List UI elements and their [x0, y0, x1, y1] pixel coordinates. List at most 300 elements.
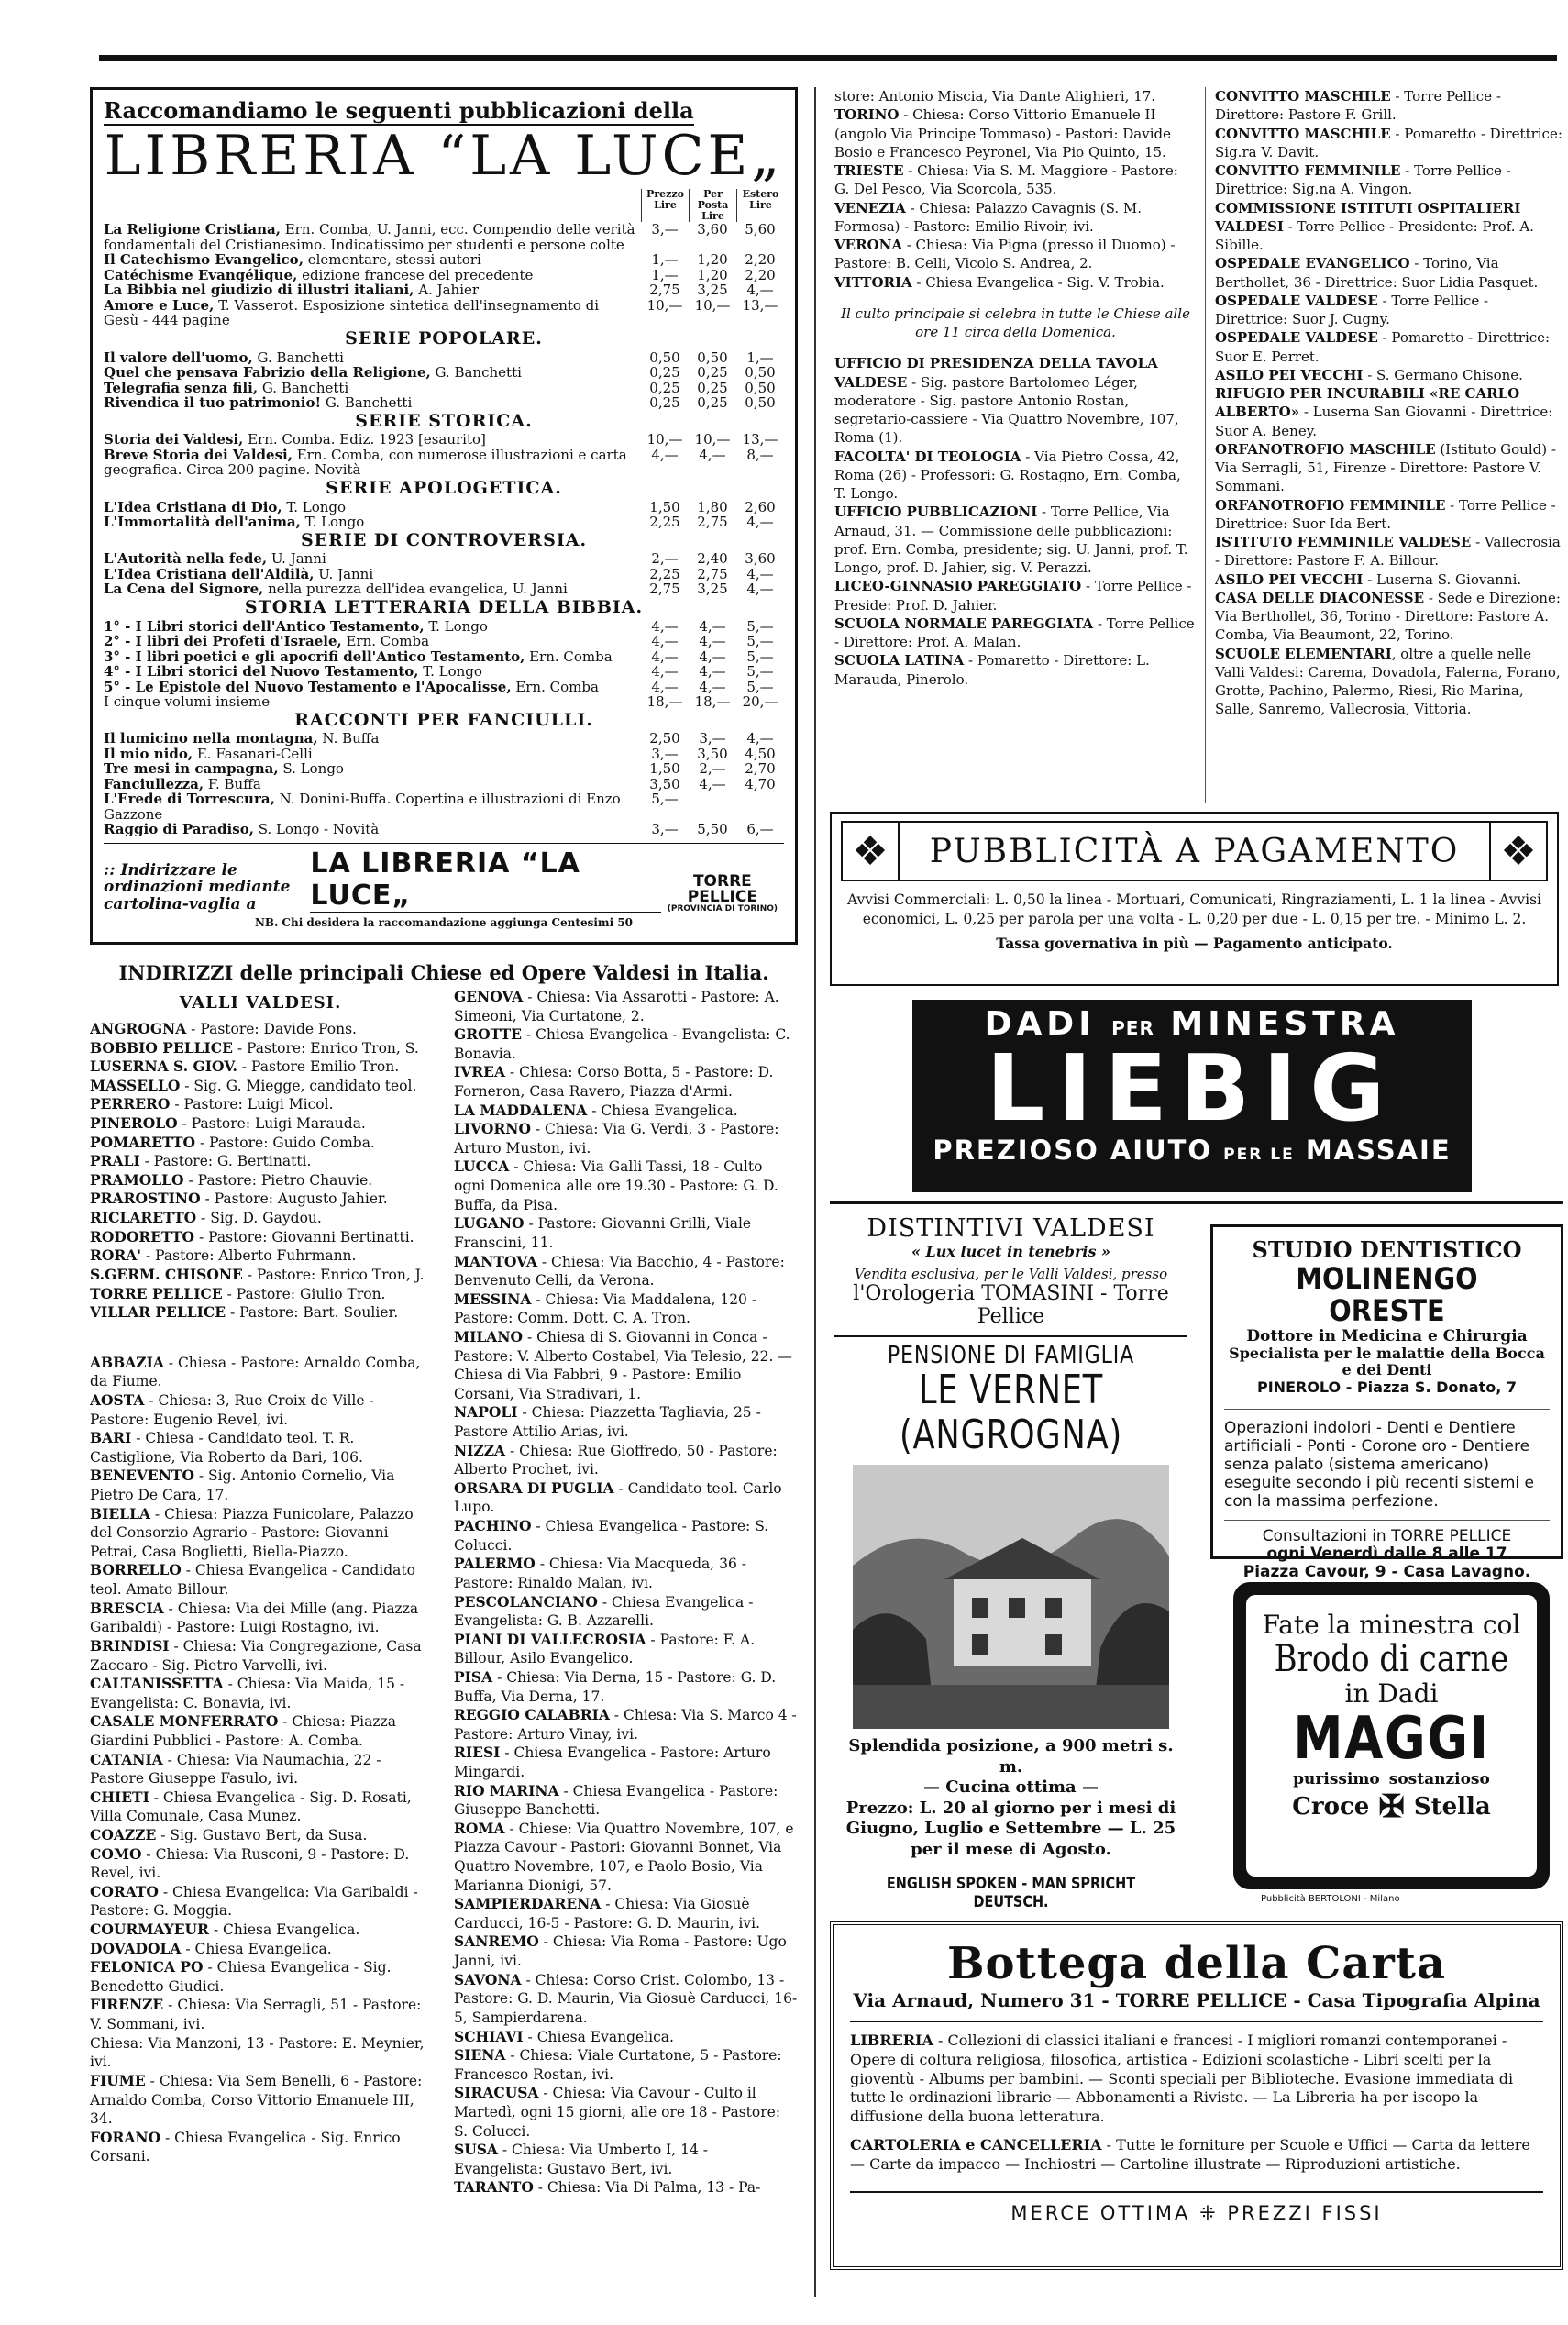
valli-entry-name: PRALI: [90, 1152, 140, 1170]
chiesa-entry: [454, 1706, 798, 1744]
istituto-entry-detail: - Luserna S. Giovanni.: [1363, 570, 1522, 588]
book-title-bold: L'Erede di Torrescura,: [104, 791, 275, 808]
book-title-bold: Il Catechismo Evangelico,: [104, 251, 304, 269]
valli-entry-detail: - Pastore: Alberto Fuhrmann.: [141, 1247, 357, 1265]
istituto-entry: [1215, 292, 1563, 329]
book-title: [104, 268, 641, 283]
book-price: 1,—: [746, 349, 774, 366]
istituto-entry-name: CONVITTO MASCHILE: [1215, 125, 1391, 142]
maggi-line3: in Dadi: [1344, 1677, 1439, 1709]
book-row: [104, 567, 784, 582]
chiesa-entry: [834, 236, 1197, 273]
book-price: 4,—: [651, 663, 679, 681]
valli-entry: [90, 1266, 431, 1285]
valli-entry: [90, 1077, 431, 1096]
chiesa-entry-detail: - Chiesa: Via Rusconi, 9 - Pastore: D. Revel, ivi.: [90, 1845, 410, 1882]
istituto-entry-detail: - Luserna San Giovanni - Direttrice: Suor A. Beney.: [1215, 404, 1553, 439]
chiesa-entry: [454, 1102, 798, 1121]
chiesa-entry: [454, 1932, 798, 1970]
chiesa-entry-detail: Chiesa: Via Manzoni, 13 - Pastore: E. Meynier, ivi.: [90, 2034, 425, 2071]
chiesa-entry-detail: - Chiesa: Corso Vittorio Emanuele II (angolo Via Principe Tommaso) - Pastori: Davide Bosio e Francesco Peyronel, Via Pio Quinto, 15.: [834, 106, 1172, 161]
chiesa-entry-detail: - Chiesa Evangelica - Evangelista: C. Bonavia.: [454, 1026, 790, 1062]
opera-entry: [834, 503, 1197, 577]
maggi-line2: Brodo di carne: [1274, 1637, 1509, 1680]
pubblicita-tax: Tassa governativa in più — Pagamento anticipato.: [996, 934, 1393, 952]
libreria-recommend: Raccomandiamo le seguenti pubblicazioni della: [104, 97, 694, 124]
istituto-entry-name: COMMISSIONE ISTITUTI OSPITALIERI VALDESI: [1215, 199, 1521, 235]
order-nb: NB. Chi desidera la raccomandazione aggiunga Centesimi 50: [254, 915, 634, 929]
chiesa-entry-name: FORANO: [90, 2128, 161, 2146]
chiesa-entry-name: BARI: [90, 1429, 132, 1447]
book-price: 1,—: [651, 251, 679, 269]
chiesa-entry: [454, 2046, 798, 2084]
book-price: 5,60: [745, 221, 776, 238]
opera-entry-name: FACOLTA' DI TEOLOGIA: [834, 448, 1021, 465]
pubblicita-header: [841, 821, 1548, 881]
chiesa-entry-detail: - Chiesa Evangelica.: [208, 1921, 360, 1939]
book-price: 13,—: [742, 431, 778, 448]
chiesa-entry-detail: - Chiesa Evangelica - Pastore: Arturo Mingardi.: [454, 1744, 771, 1780]
book-title-bold: 5° - Le Epistole del Nuovo Testamento e l'Apocalisse,: [104, 678, 512, 695]
book-title: [104, 432, 641, 448]
chiesa-entry-detail: - Sig. Gustavo Bert, da Susa.: [156, 1826, 368, 1843]
chiesa-entry: [454, 2028, 798, 2047]
chiesa-entry: [454, 1744, 798, 1781]
valli-entry: [90, 1114, 431, 1134]
chiesa-entry-name: BENEVENTO: [90, 1467, 194, 1485]
indirizzi-right: [454, 988, 798, 2198]
chiesa-entry: [90, 1826, 431, 1845]
chiesa-entry: [90, 1505, 431, 1562]
chiesa-entry-detail: - Chiesa Evangelica.: [587, 1102, 738, 1119]
chiesa-entry-detail: - Chiesa: Via Assarotti - Pastore: A. Simeoni, Via Curtatone, 2.: [454, 989, 779, 1024]
chiesa-entry-name: CORATO: [90, 1882, 159, 1900]
ornament-icon: ❖: [1500, 827, 1537, 875]
book-price: 8,—: [746, 446, 774, 463]
book-author: T. Longo: [418, 663, 482, 681]
book-title: [104, 448, 641, 478]
valli-entry: [90, 1020, 431, 1039]
book-price: 5,—: [746, 648, 774, 665]
chiesa-entry-name: TORINO: [834, 106, 900, 124]
chiesa-entry: [90, 1845, 431, 1883]
valli-entry-name: RICLARETTO: [90, 1209, 197, 1227]
pensione-photo: [853, 1465, 1169, 1729]
chiesa-entry-detail: store: Antonio Miscia, Via Dante Alighieri, 17.: [834, 88, 1156, 105]
indirizzi-left: [90, 988, 431, 2198]
book-row: [104, 649, 784, 665]
book-author: Ern. Comba, U. Janni, ecc. Compendio delle verità fondamentali del Cristianesimo. Indicatissimo per studenti e persone colte: [104, 221, 635, 253]
chiesa-entry-name: IVREA: [454, 1063, 505, 1081]
istituto-entry-name: SCUOLE ELEMENTARI: [1215, 645, 1392, 662]
chiese-list-right: [454, 988, 798, 2198]
chiesa-entry-name: LUGANO: [454, 1214, 525, 1233]
book-price: 0,50: [745, 364, 776, 382]
chiesa-entry-detail: - Chiesa Evangelica - Sig. Enrico Corsani.: [90, 2129, 401, 2165]
istituto-entry-name: OSPEDALE EVANGELICO: [1215, 255, 1410, 272]
book-title: [104, 649, 641, 665]
pensione-name: LE VERNET (ANGROGNA): [899, 1367, 1122, 1458]
chiesa-entry: [90, 1940, 431, 1959]
book-title-bold: Raggio di Paradiso,: [104, 821, 254, 838]
book-price: 2,25: [649, 514, 680, 531]
book-price: 18,—: [694, 693, 731, 711]
chiesa-entry-detail: - Chiesa: Via Congregazione, Casa Zaccaro - Sig. Pietro Varvelli, ivi.: [90, 1637, 422, 1674]
book-price: 2,40: [697, 550, 728, 568]
book-title-bold: Rivendica il tuo patrimonio!: [104, 394, 322, 412]
chiesa-entry-name: VERONA: [834, 237, 902, 253]
book-price: 4,—: [699, 446, 726, 463]
order-province: (PROVINCIA DI TORINO): [667, 903, 778, 913]
book-price: 0,25: [697, 364, 728, 382]
book-price: 0,50: [745, 379, 776, 396]
book-author: G. Banchetti: [252, 349, 344, 366]
pubblicita-text: Avvisi Commerciali: L. 0,50 la linea - Mortuari, Comunicati, Ringraziamenti, L. 1 la linea - Avvisi economici, L. 0,25 per parola per una volta - L. 0,20 per due - L. 0,15 per tre. - Minimo L. 2.: [846, 891, 1541, 927]
chiesa-entry: [454, 1479, 798, 1517]
book-price: 2,75: [649, 282, 680, 299]
book-title: [104, 680, 641, 695]
chiesa-entry-name: CASALE MONFERRATO: [90, 1712, 279, 1731]
book-title-bold: Fanciullezza,: [104, 775, 204, 792]
book-title: [104, 515, 641, 530]
valli-entry: [90, 1246, 431, 1266]
book-title-bold: 2° - I libri dei Profeti d'Israele,: [104, 633, 342, 650]
chiesa-entry-detail: - Chiesa: Palazzo Cavagnis (S. M. Formosa) - Pastore: Emilio Rivoir, ivi.: [834, 199, 1143, 235]
chiesa-entry: [90, 1467, 431, 1504]
book-price: 3,50: [697, 745, 728, 762]
top-rule: [99, 55, 1557, 61]
liebig-bottom: PREZIOSO AIUTO PER LE MASSAIE: [933, 1135, 1452, 1166]
book-author: Ern. Comba: [341, 633, 430, 650]
book-price: 0,25: [649, 364, 680, 382]
dentistico-ad: [1210, 1224, 1563, 1581]
book-price: 4,—: [651, 617, 679, 635]
chiesa-entry-detail: - Chiesa: Via Bacchio, 4 - Pastore: Benvenuto Celli, da Verona.: [454, 1253, 785, 1290]
book-price: 5,50: [697, 821, 728, 838]
book-author: T. Longo: [424, 617, 488, 635]
valli-entry-name: PERRERO: [90, 1095, 171, 1113]
dent-name: MOLINENGO ORESTE: [1296, 1261, 1478, 1329]
book-author: T. Longo: [300, 514, 365, 531]
book-title-bold: Amore e Luce,: [104, 296, 215, 314]
valli-entry-detail: - Pastore: G. Bertinatti.: [139, 1153, 312, 1170]
dent-degree: Dottore in Medicina e Chirurgia: [1246, 1327, 1528, 1346]
maggi-credit: Pubblicità BERTOLONI - Milano: [1261, 1894, 1400, 1904]
chiesa-entry-detail: - Chiesa: Via Pigna (presso il Duomo) - Pastore: B. Celli, Vicolo S. Andrea, 2.: [834, 237, 1176, 272]
book-price: 4,—: [746, 730, 774, 747]
chiesa-entry: [454, 1253, 798, 1290]
valli-list: [90, 1020, 431, 1323]
valli-entry: [90, 1209, 431, 1228]
chiesa-entry: [454, 1593, 798, 1631]
chiesa-entry: [454, 2084, 798, 2141]
chiesa-entry: [90, 1561, 431, 1599]
order-note: :: Indirizzare le ordinazioni mediante cartolina-vaglia a: [104, 860, 291, 914]
order-town-name: TORRE PELLICE: [687, 871, 757, 906]
book-price: 5,—: [746, 678, 774, 695]
chiesa-entry-detail: - Chiesa Evangelica - Sig. V. Trobia.: [911, 273, 1165, 291]
book-author: G. Banchetti: [321, 394, 413, 412]
price-header: Per Posta Lire: [689, 189, 736, 222]
valli-entry-name: VILLAR PELLICE: [90, 1303, 226, 1322]
opera-entry-detail: - Pomaretto - Direttore: L. Marauda, Pinerolo.: [834, 652, 1150, 688]
chiesa-entry: [90, 1883, 431, 1921]
book-price: 10,—: [646, 431, 683, 448]
book-title-bold: Quel che pensava Fabrizio della Religione,: [104, 364, 431, 382]
chiesa-entry-detail: - Pastore: F. A. Billour, Asilo Evangelico.: [454, 1631, 756, 1667]
chiesa-entry-name: BRINDISI: [90, 1636, 170, 1655]
opera-entry-detail: - Torre Pellice - Preside: Prof. D. Jahier.: [834, 578, 1192, 614]
book-author: A. Jahier: [414, 282, 480, 299]
book-price: 3,50: [649, 775, 680, 792]
book-title: [104, 222, 641, 252]
book-list: [104, 222, 784, 837]
chiesa-entry-detail: - Chiesa: Via G. Verdi, 3 - Pastore: Arturo Muston, ivi.: [454, 1121, 779, 1157]
book-row: [104, 581, 784, 597]
book-price: 2,20: [745, 266, 776, 283]
istituto-entry: [1215, 589, 1563, 645]
bottega-ad: [830, 1921, 1563, 2270]
istituto-entry-name: ORFANOTROFIO FEMMINILE: [1215, 496, 1446, 514]
dent-specialty: Specialista per le malattie della Bocca e dei Denti: [1229, 1345, 1545, 1378]
opera-entry-name: LICEO-GINNASIO PAREGGIATO: [834, 578, 1082, 595]
chiesa-entry: [90, 1751, 431, 1788]
chiesa-entry-name: TRIESTE: [834, 162, 904, 179]
order-name: LA LIBRERIA “LA LUCE„: [310, 847, 660, 913]
chiesa-entry: [834, 161, 1197, 199]
book-price: 4,—: [651, 648, 679, 665]
book-author: G. Banchetti: [430, 364, 522, 382]
valli-entry-name: TORRE PELLICE: [90, 1284, 223, 1302]
chiesa-entry: [454, 1328, 798, 1403]
book-price: 1,50: [649, 498, 680, 515]
istituto-entry-detail: - Torre Pellice - Presidente: Prof. A. Sibille.: [1215, 217, 1534, 253]
valli-entry-name: PINEROLO: [90, 1114, 178, 1133]
book-price: 20,—: [742, 693, 778, 711]
valli-entry-detail: - Sig. G. Miegge, candidato teol.: [180, 1077, 417, 1094]
book-title-bold: Storia dei Valdesi,: [104, 431, 244, 448]
istituto-entry: [1215, 440, 1563, 496]
valli-entry-name: BOBBIO PELLICE: [90, 1038, 233, 1057]
book-row: [104, 680, 784, 695]
bottega-libreria: LIBRERIA - Collezioni di classici italiani e francesi - I migliori romanzi contemporanei - Opere di coltura religiosa, filosofica, artistica - Edizioni scolastiche - Libri scelti per la gioventù - Albums per bambini. — Sconti speciali per Biblioteche. Evasione immediata di tutte le ordinazioni librarie — Abbonamenti a Riviste. — La Libreria ha per iscopo la diffusione della buona letteratura.: [850, 2032, 1514, 2126]
chiesa-entry-detail: - Chiesa: Via Giosuè Carducci, 16-5 - Pastore: G. D. Maurin, ivi.: [454, 1896, 761, 1932]
book-author: Ern. Comba: [525, 648, 613, 665]
pensione-title: PENSIONE DI FAMIGLIA: [887, 1341, 1135, 1369]
book-title: [104, 567, 641, 582]
book-price: 4,70: [745, 775, 776, 792]
book-price: 3,—: [651, 745, 679, 762]
istituto-entry: [1215, 161, 1563, 199]
valli-entry-name: MASSELLO: [90, 1076, 181, 1094]
istituto-entry: [1215, 645, 1563, 719]
book-price: 2,—: [699, 760, 726, 778]
book-price: 4,—: [746, 282, 774, 299]
chiesa-entry-detail: - Chiesa Evangelica.: [181, 1940, 332, 1957]
chiesa-entry-name: NAPOLI: [454, 1403, 518, 1422]
chiesa-entry-name: COAZZE: [90, 1825, 157, 1843]
istituto-entry-detail: - Sede e Direzione: Via Berthollet, 36, Torino - Direttore: Pastore A. Comba, Via Beaumont, 22, Torino.: [1215, 589, 1561, 644]
pubblicita-title: PUBBLICITÀ A PAGAMENTO: [898, 823, 1491, 880]
istituto-entry: [1215, 384, 1563, 440]
istituto-entry-name: RIFUGIO PER INCURABILI «RE CARLO ALBERTO»: [1215, 385, 1520, 421]
book-price: 18,—: [646, 693, 683, 711]
book-title: [104, 792, 641, 822]
book-price: 4,—: [699, 678, 726, 695]
pensione-cucina: — Cucina ottima —: [923, 1777, 1099, 1798]
book-title: [104, 381, 641, 396]
book-title: [104, 365, 641, 381]
chiesa-entry-detail: - Chiesa Evangelica - Pastore: Giuseppe Banchetti.: [454, 1782, 778, 1819]
chiesa-entry: [454, 1290, 798, 1328]
chiesa-entry: [454, 1631, 798, 1668]
opera-entry-detail: - Via Pietro Cossa, 42, Roma (26) - Professori: G. Rostagno, Ern. Comba, T. Longo.: [834, 448, 1181, 502]
book-price: 2,75: [697, 565, 728, 582]
valli-entry: [90, 1039, 431, 1058]
opera-entry-detail: - Torre Pellice - Direttore: Prof. A. Malan.: [834, 614, 1195, 650]
book-price: 3,—: [651, 821, 679, 838]
chiesa-entry-name: PISA: [454, 1667, 493, 1686]
book-price: 5,—: [746, 633, 774, 650]
chiesa-entry-detail: - Chiesa: Via dei Mille (ang. Piazza Garibaldi) - Pastore: Luigi Rostagno, ivi.: [90, 1600, 419, 1636]
chiesa-entry-name: PACHINO: [454, 1517, 532, 1535]
chiesa-entry-name: FIRENZE: [90, 1996, 164, 2014]
liebig-name: LIEBIG: [986, 1035, 1398, 1142]
chiesa-entry-name: ABBAZIA: [90, 1353, 164, 1371]
chiesa-entry: [90, 1996, 431, 2033]
maggi-name: MAGGI: [1293, 1704, 1490, 1773]
chiesa-entry-name: MESSINA: [454, 1290, 532, 1308]
chiesa-entry-detail: - Chiesa: Via S. Marco 4 - Pastore: Arturo Vinay, ivi.: [454, 1707, 797, 1743]
chiesa-entry-name: PIANI DI VALLECROSIA: [454, 1630, 646, 1648]
chiesa-entry-name: SIRACUSA: [454, 2084, 539, 2102]
book-price: 13,—: [742, 296, 778, 314]
valli-entry-detail: - Pastore Emilio Tron.: [237, 1058, 400, 1076]
book-author: U. Janni: [314, 565, 374, 582]
chiesa-entry-name: REGGIO CALABRIA: [454, 1706, 610, 1724]
chiesa-entry: [90, 2034, 431, 2072]
indirizzi-title: INDIRIZZI delle principali Chiese ed Opere Valdesi in Italia.: [118, 961, 769, 984]
valli-entry: [90, 1134, 431, 1153]
chiesa-entry: [454, 1555, 798, 1592]
pensione-position: Splendida posizione, a 900 metri s. m.: [848, 1736, 1174, 1777]
book-title-bold: 3° - I libri poetici e gli apocrifi dell'Antico Testamento,: [104, 648, 525, 665]
book-price: 1,—: [651, 266, 679, 283]
chiesa-entry-detail: - Chiesa Evangelica - Sig. Benedetto Giudici.: [90, 1959, 392, 1995]
book-author: E. Fasanari-Celli: [193, 745, 313, 762]
istituto-entry-name: ORFANOTROFIO MASCHILE: [1215, 440, 1436, 458]
book-price: 4,—: [746, 565, 774, 582]
book-price: 2,—: [651, 550, 679, 568]
book-price: 0,50: [697, 349, 728, 366]
book-author: Ern. Comba, con numerose illustrazioni e carta geografica. Circa 200 pagine. Novità: [104, 446, 627, 479]
ornament-icon: ❖: [852, 827, 889, 875]
book-price: 3,—: [651, 221, 679, 238]
chiesa-entry: [454, 1214, 798, 1252]
book-price: 2,75: [697, 514, 728, 531]
chiesa-entry: [454, 1782, 798, 1820]
chiesa-entry-detail: - Chiesa: Via S. M. Maggiore - Pastore: G. Del Pesco, Via Scorcola, 535.: [834, 162, 1178, 198]
pubblicita-box: [830, 812, 1559, 986]
book-row: [104, 268, 784, 283]
book-price: 4,—: [651, 446, 679, 463]
series-heading: SERIE STORICA.: [355, 410, 533, 431]
book-row: [104, 350, 784, 366]
istituto-entry: [1215, 87, 1563, 125]
book-title-bold: L'Immortalità dell'anima,: [104, 514, 301, 531]
book-price: 5,—: [651, 791, 679, 808]
istituti-list: [1215, 87, 1563, 719]
liebig-ad: [912, 1000, 1472, 1192]
istituto-entry-name: ISTITUTO FEMMINILE VALDESE: [1215, 534, 1472, 550]
chiesa-entry-detail: - Chiesa - Candidato teol. T. R. Castiglione, Via Roberto da Bari, 106.: [90, 1430, 363, 1466]
chiesa-entry: [454, 1157, 798, 1214]
book-row: [104, 298, 784, 328]
chiesa-entry-detail: - Chiesa: Via Naumachia, 22 - Pastore Giuseppe Fasulo, ivi.: [90, 1751, 381, 1788]
istituto-entry: [1215, 366, 1563, 384]
istituto-entry-detail: - Torre Pellice - Direttrice: Suor Ida Bert.: [1215, 496, 1556, 532]
chiesa-entry-name: RIO MARINA: [454, 1781, 559, 1799]
book-title: [104, 395, 641, 411]
opera-entry: [834, 614, 1197, 652]
chiesa-entry-detail: - Chiesa: Viale Curtatone, 5 - Pastore: Francesco Rostan, ivi.: [454, 2047, 782, 2083]
chiesa-entry-detail: - Chiese: Via Quattro Novembre, 107, e Piazza Cavour - Pastori: Giovanni Bonnet, Via Quattro Novembre, 107, e Paolo Bosio, Via Marianna Dionigi, 57.: [454, 1820, 794, 1894]
book-title: [104, 694, 641, 710]
order-town: [661, 871, 784, 913]
book-title-bold: La Cena del Signore,: [104, 581, 264, 598]
book-price: 6,—: [746, 821, 774, 838]
book-row: [104, 381, 784, 396]
chiesa-entry: [454, 2141, 798, 2178]
chiese-list-continued: [834, 87, 1197, 292]
maggi-sub: purissimo sostanzioso: [1293, 1769, 1490, 1788]
book-title-bold: 4° - I Libri storici del Nuovo Testamento,: [104, 663, 419, 681]
chiesa-entry: [90, 1958, 431, 1996]
distintivi-motto: « Lux lucet in tenebris »: [911, 1242, 1111, 1260]
chiesa-entry-name: CALTANISSETTA: [90, 1675, 224, 1693]
chiesa-entry-name: VITTORIA: [834, 273, 912, 291]
istituto-entry: [1215, 125, 1563, 162]
opera-entry-name: SCUOLA LATINA: [834, 652, 965, 670]
valli-entry: [90, 1285, 431, 1304]
book-row: [104, 694, 784, 710]
price-headers: [104, 189, 784, 222]
istituto-entry: [1215, 496, 1563, 534]
chiesa-entry-name: LIVORNO: [454, 1120, 531, 1138]
book-price: 5,—: [746, 617, 774, 635]
opera-entry-name: UFFICIO PUBBLICAZIONI: [834, 504, 1038, 521]
chiesa-entry-name: BRESCIA: [90, 1599, 164, 1617]
chiesa-entry-name: SCHIAVI: [454, 2027, 524, 2045]
chiesa-entry: [454, 1403, 798, 1441]
book-title: [104, 761, 641, 777]
istituto-entry-name: OSPEDALE VALDESE: [1215, 329, 1378, 347]
book-row: [104, 551, 784, 567]
left-column: [90, 87, 798, 2316]
istituto-entry-name: CONVITTO MASCHILE: [1215, 88, 1391, 105]
chiesa-entry: [454, 2178, 798, 2198]
book-price: 4,—: [746, 581, 774, 598]
valli-entry-detail: - Pastore: Augusto Jahier.: [200, 1190, 388, 1208]
book-title: [104, 747, 641, 762]
culto-note: Il culto principale si celebra in tutte le Chiese alle ore 11 circa della Domenica.: [841, 304, 1190, 340]
istituto-entry-detail: - Torino, Via Berthollet, 36 - Direttrice: Suor Lidia Pasquet.: [1215, 255, 1539, 291]
book-price: 3,25: [697, 282, 728, 299]
istituto-entry-detail: - Torre Pellice - Direttrice: Sig.na A. Vingon.: [1215, 162, 1511, 198]
chiesa-entry: [90, 1675, 431, 1712]
chiesa-entry-name: ORSARA DI PUGLIA: [454, 1478, 614, 1497]
book-row: [104, 777, 784, 792]
